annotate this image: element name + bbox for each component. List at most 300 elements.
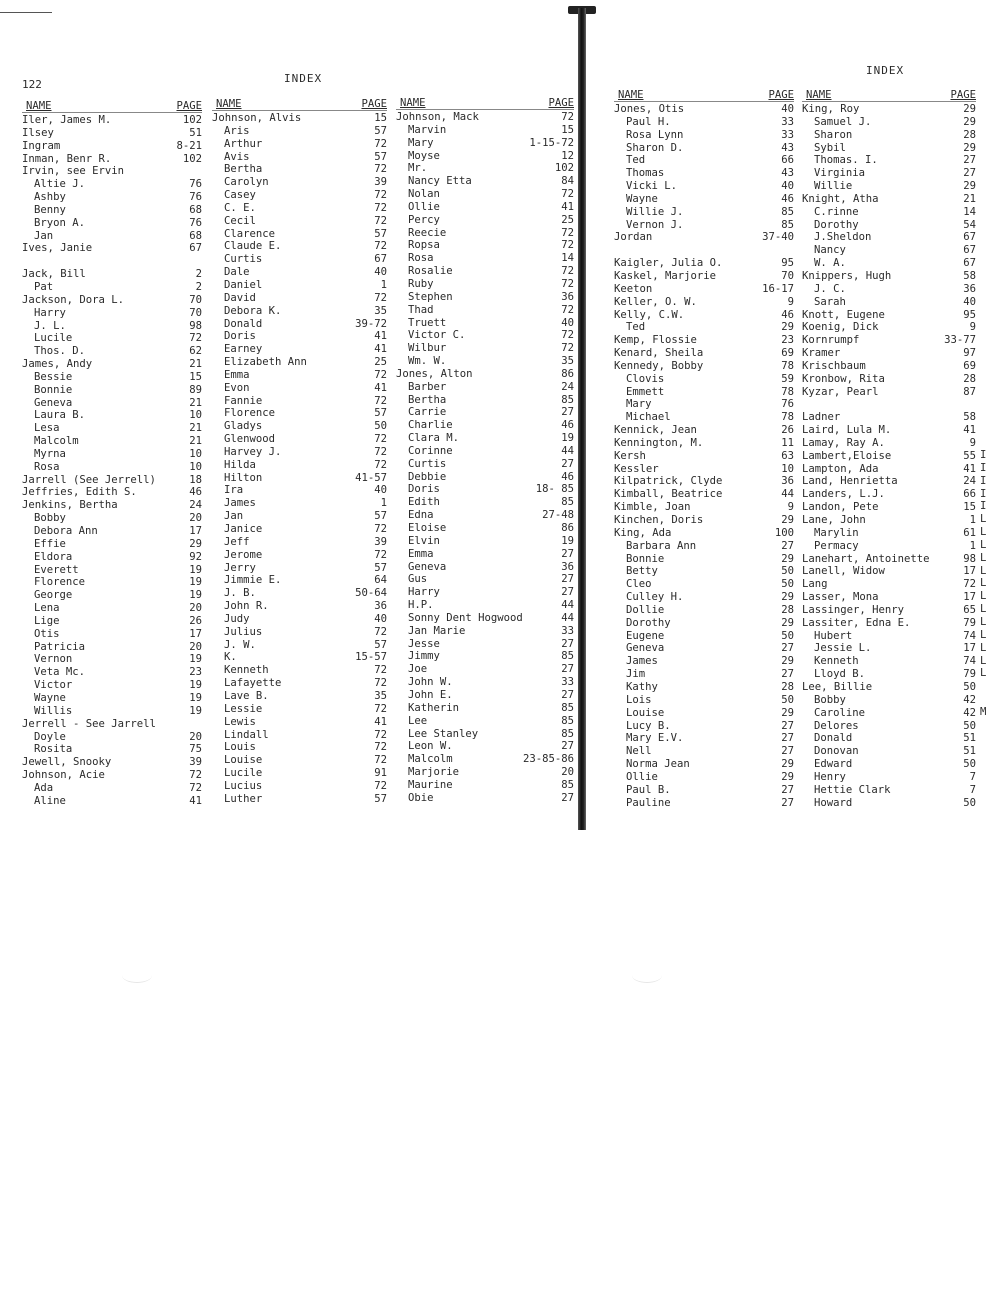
- index-entry: [802, 642, 976, 655]
- entry-name: Dorothy: [814, 218, 859, 231]
- entry-page: 17: [189, 627, 202, 640]
- entry-page: 102: [182, 114, 202, 126]
- index-entry: [614, 553, 794, 566]
- entry-name: Paul H.: [626, 115, 671, 128]
- entry-name: Louise: [224, 754, 263, 767]
- entry-page: 15: [963, 501, 976, 514]
- entry-page: 17: [963, 591, 976, 604]
- entry-name: Curtis: [224, 253, 263, 266]
- entry-name: Jan Marie: [408, 624, 466, 637]
- index-entry: [22, 371, 202, 384]
- entry-page: 76: [189, 216, 202, 229]
- index-entry: [22, 474, 202, 487]
- entry-page: 58: [963, 411, 976, 424]
- entry-name: Dorothy: [626, 616, 671, 629]
- cut-off-letter: L: [980, 564, 987, 577]
- index-entry: [396, 265, 574, 278]
- entry-page: 74: [963, 629, 976, 642]
- entry-page: 57: [374, 124, 387, 137]
- entry-page: 27: [963, 154, 976, 167]
- entry-name: Geneva: [34, 396, 73, 409]
- entry-page: 20: [189, 512, 202, 525]
- entry-name: John W.: [408, 676, 453, 689]
- entry-name: Lindall: [224, 728, 269, 741]
- binding-spine: [578, 8, 586, 830]
- entry-page: 12: [561, 149, 574, 162]
- index-entry: [212, 305, 387, 318]
- entry-name: Laird, Lula M.: [802, 424, 892, 437]
- index-entry: [212, 433, 387, 446]
- entry-name: Lanehart, Antoinette: [802, 552, 930, 565]
- entry-name: Jan: [34, 229, 54, 242]
- entry-page: 29: [781, 770, 794, 783]
- index-entry: [802, 424, 976, 437]
- entry-page: 98: [963, 552, 976, 565]
- entry-page: 69: [781, 347, 794, 360]
- entry-page: 57: [374, 407, 387, 420]
- entry-page: 27: [781, 719, 794, 732]
- entry-page: 67: [963, 257, 976, 270]
- entry-name: Sharon: [814, 128, 853, 141]
- entry-page: 24: [189, 499, 202, 512]
- entry-page: 9: [969, 436, 976, 449]
- entry-name: Howard: [814, 796, 853, 809]
- entry-name: Hilton: [224, 471, 263, 484]
- entry-page: 76: [781, 398, 794, 411]
- index-entry: [802, 283, 976, 296]
- index-entry: [802, 668, 976, 681]
- entry-page: 40: [781, 180, 794, 193]
- index-entry: [212, 536, 387, 549]
- index-entry: [614, 296, 794, 309]
- index-entry: [802, 732, 976, 745]
- index-entry: [212, 626, 387, 639]
- index-entry: [614, 347, 794, 360]
- entry-page: 19: [189, 589, 202, 602]
- index-entry: [212, 318, 387, 331]
- index-entry: [22, 756, 202, 769]
- index-entry: [396, 779, 574, 792]
- entry-name: Keeton: [614, 282, 653, 295]
- entry-name: Jerome: [224, 548, 263, 561]
- entry-page: 97: [963, 347, 976, 360]
- entry-page: 27: [963, 167, 976, 180]
- entry-page: 39-72: [355, 317, 387, 330]
- index-entry: [22, 217, 202, 230]
- entry-page: 15: [561, 123, 574, 136]
- entry-page: 66: [781, 154, 794, 167]
- index-entry: [614, 257, 794, 270]
- entry-page: 68: [189, 229, 202, 242]
- entry-page: 40: [374, 266, 387, 279]
- entry-name: Otis: [34, 627, 60, 640]
- entry-page: 62: [189, 345, 202, 358]
- entry-page: 29: [781, 616, 794, 629]
- entry-name: Kimble, Joan: [614, 501, 691, 514]
- entry-name: Harry: [408, 586, 440, 599]
- entry-page: 72: [374, 137, 387, 150]
- index-entry: [802, 475, 976, 488]
- entry-name: Debora Ann: [34, 525, 98, 537]
- index-entry: [396, 304, 574, 317]
- entry-name: Wayne: [34, 691, 66, 704]
- index-entry: [396, 291, 574, 304]
- entry-name: Bobby: [814, 693, 846, 706]
- entry-page: 50: [963, 796, 976, 809]
- entry-name: Laura B.: [34, 409, 86, 422]
- entry-name: Evon: [224, 381, 250, 394]
- index-entry: [614, 142, 794, 155]
- index-entry: [802, 655, 976, 668]
- entry-page: 50: [781, 629, 794, 642]
- entry-name: Delores: [814, 719, 859, 732]
- entry-page: 72: [561, 226, 574, 239]
- entry-name: Lee: [408, 714, 428, 727]
- cut-off-letter: I: [980, 487, 987, 500]
- entry-name: Glenwood: [224, 433, 276, 446]
- entry-page: 85: [561, 650, 574, 663]
- entry-name: Nancy Etta: [408, 175, 472, 188]
- entry-name: Gus: [408, 573, 428, 586]
- index-entry: [212, 446, 387, 459]
- entry-page: 19: [189, 679, 202, 692]
- index-entry: [396, 227, 574, 240]
- entry-page: 1-15-72: [529, 136, 574, 149]
- entry-page: 28: [781, 680, 794, 693]
- entry-name: Lige: [34, 614, 60, 627]
- index-entry: [212, 754, 387, 767]
- name-header: NAME: [216, 98, 242, 110]
- entry-page: 33: [781, 115, 794, 128]
- entry-page: 36: [561, 290, 574, 303]
- index-entry: [614, 463, 794, 476]
- index-entry: [212, 651, 387, 664]
- entry-name: Harry: [34, 306, 66, 319]
- entry-name: Elvin: [408, 534, 440, 547]
- index-entry: [22, 551, 202, 564]
- entry-name: Mary: [408, 136, 434, 149]
- entry-name: J. L.: [34, 319, 66, 332]
- index-entry: [212, 240, 387, 253]
- entry-name: Kennington, M.: [614, 436, 704, 449]
- index-entry: [614, 283, 794, 296]
- entry-name: Iler, James M.: [22, 114, 112, 126]
- index-entry: [802, 296, 976, 309]
- cut-off-letter: L: [980, 603, 987, 616]
- index-entry: [212, 420, 387, 433]
- index-entry: [22, 281, 202, 294]
- index-entry: [22, 615, 202, 628]
- index-entry: [802, 386, 976, 399]
- entry-page: 20: [189, 730, 202, 743]
- entry-name: James, Andy: [22, 358, 93, 371]
- entry-name: Percy: [408, 213, 440, 226]
- entry-name: Everett: [34, 563, 79, 576]
- index-entry: [396, 766, 574, 779]
- entry-name: Thomas. I.: [814, 154, 878, 167]
- entry-name: Ollie: [626, 770, 658, 783]
- cut-off-letter: L: [980, 641, 987, 654]
- entry-page: 27: [561, 586, 574, 599]
- entry-page: 35: [374, 689, 387, 702]
- entry-page: 55: [963, 449, 976, 462]
- entry-page: 27: [561, 573, 574, 586]
- entry-page: 29: [781, 591, 794, 604]
- index-entry: [614, 540, 794, 553]
- index-entry: [212, 292, 387, 305]
- index-entry: [396, 689, 574, 702]
- index-entry: [802, 758, 976, 771]
- entry-page: 29: [781, 758, 794, 771]
- entry-page: 51: [189, 126, 202, 139]
- entry-page: 57: [374, 510, 387, 523]
- entry-name: Corinne: [408, 444, 453, 457]
- entry-name: Knott, Eugene: [802, 308, 885, 321]
- entry-page: 26: [189, 614, 202, 627]
- entry-name: Truett: [408, 316, 447, 329]
- entry-name: K.: [224, 651, 237, 664]
- entry-name: Kenard, Sheila: [614, 347, 704, 360]
- entry-name: Lucile: [34, 332, 73, 345]
- entry-page: 41: [374, 343, 387, 356]
- entry-page: 27: [561, 688, 574, 701]
- entry-page: 2: [195, 268, 202, 281]
- entry-page: 61: [963, 526, 976, 539]
- index-entry: [22, 268, 202, 281]
- entry-page: 39: [374, 535, 387, 548]
- entry-name: Norma Jean: [626, 758, 690, 771]
- entry-name: Keller, O. W.: [614, 295, 697, 308]
- page-header: PAGE: [361, 98, 387, 110]
- entry-page: 72: [374, 189, 387, 202]
- entry-page: 78: [781, 385, 794, 398]
- index-entry: [22, 384, 202, 397]
- entry-name: Johnson, Mack: [396, 111, 479, 123]
- entry-name: Edward: [814, 758, 853, 771]
- entry-name: Barbara Ann: [626, 539, 697, 552]
- index-entry: [22, 576, 202, 589]
- index-entry: [614, 797, 794, 810]
- entry-name: Malcolm: [408, 753, 453, 766]
- entry-name: Kelly, C.W.: [614, 308, 685, 321]
- index-entry: [614, 270, 794, 283]
- entry-name: Wm. W.: [408, 355, 447, 368]
- entry-page: 29: [781, 552, 794, 565]
- entry-page: 43: [781, 167, 794, 180]
- entry-name: Reecie: [408, 226, 447, 239]
- index-entry: [212, 407, 387, 420]
- entry-page: 36: [561, 560, 574, 573]
- index-entry: [212, 690, 387, 703]
- entry-page: 33: [561, 676, 574, 689]
- entry-page: 51: [963, 745, 976, 758]
- index-entry: [396, 458, 574, 471]
- cut-off-letter: L: [980, 513, 987, 526]
- entry-page: 72: [374, 754, 387, 767]
- entry-name: Henry: [814, 770, 846, 783]
- index-entry: [396, 175, 574, 188]
- entry-page: 72: [374, 523, 387, 535]
- entry-name: Vicki L.: [626, 180, 678, 193]
- entry-page: 35: [561, 355, 574, 368]
- entry-page: 21: [189, 435, 202, 448]
- entry-name: Betty: [626, 565, 658, 578]
- entry-page: 72: [561, 329, 574, 342]
- entry-page: 39: [189, 756, 202, 769]
- entry-name: Doris: [224, 330, 256, 343]
- entry-page: 29: [963, 103, 976, 115]
- entry-name: Michael: [626, 411, 671, 424]
- index-entry: [22, 320, 202, 333]
- index-entry: [22, 718, 202, 731]
- entry-name: Caroline: [814, 706, 866, 719]
- entry-page: 50: [781, 693, 794, 706]
- entry-page: 27: [781, 783, 794, 796]
- entry-page: 57: [374, 792, 387, 805]
- entry-page: 57: [374, 561, 387, 574]
- entry-name: H.P.: [408, 599, 434, 612]
- index-entry: [22, 255, 202, 268]
- index-entry: [614, 604, 794, 617]
- index-entry: [802, 180, 976, 193]
- index-entry: [22, 114, 202, 127]
- entry-page: 27: [561, 547, 574, 560]
- entry-page: 8-21: [176, 139, 202, 152]
- entry-name: Lewis: [224, 715, 256, 728]
- index-entry: [614, 360, 794, 373]
- index-entry: [22, 499, 202, 512]
- entry-name: Donovan: [814, 745, 859, 758]
- index-entry: [212, 780, 387, 793]
- entry-name: Katherin: [408, 701, 460, 714]
- entry-page: 72: [374, 445, 387, 458]
- index-entry: [614, 501, 794, 514]
- entry-page: 27-48: [542, 509, 574, 522]
- index-entry: [802, 450, 976, 463]
- index-entry: [614, 450, 794, 463]
- entry-page: 85: [781, 218, 794, 231]
- entry-page: 72: [374, 625, 387, 638]
- entry-page: 46: [561, 419, 574, 432]
- index-entry: [212, 549, 387, 562]
- entry-page: 25: [374, 356, 387, 369]
- entry-name: Vernon: [34, 653, 73, 666]
- entry-name: Thomas: [626, 167, 665, 180]
- index-entry: [614, 411, 794, 424]
- index-entry: [212, 138, 387, 151]
- entry-name: Willis: [34, 704, 73, 717]
- entry-page: 33-77: [944, 334, 976, 347]
- cut-off-letter: L: [980, 590, 987, 603]
- entry-name: Claude E.: [224, 240, 282, 253]
- index-entry: [396, 522, 574, 535]
- entry-name: Luther: [224, 792, 263, 805]
- index-entry: [396, 471, 574, 484]
- entry-name: Florence: [34, 576, 86, 589]
- entry-page: 27: [561, 457, 574, 470]
- entry-page: 72: [189, 781, 202, 794]
- index-entry: [22, 795, 202, 808]
- index-entry: [802, 553, 976, 566]
- index-entry: [212, 459, 387, 472]
- index-entry: [212, 793, 387, 806]
- entry-name: Kimball, Beatrice: [614, 488, 723, 501]
- index-entry: [212, 767, 387, 780]
- index-entry: [802, 398, 976, 411]
- entry-name: Lambert,Eloise: [802, 449, 892, 462]
- index-entry: [614, 784, 794, 797]
- entry-name: Inman, Benr R.: [22, 152, 112, 165]
- index-entry: [802, 347, 976, 360]
- index-entry: [22, 294, 202, 307]
- index-entry: [802, 244, 976, 257]
- entry-name: Lucile: [224, 767, 263, 780]
- index-entry: [22, 653, 202, 666]
- index-entry: [22, 397, 202, 410]
- entry-page: 70: [189, 293, 202, 306]
- entry-name: Virginia: [814, 167, 866, 180]
- entry-page: 72: [561, 111, 574, 123]
- entry-page: 43: [781, 141, 794, 154]
- page-number: 122: [22, 78, 42, 91]
- entry-page: 14: [561, 252, 574, 265]
- index-entry: [212, 562, 387, 575]
- entry-name: Nell: [626, 745, 652, 758]
- entry-name: Lessie: [224, 702, 263, 715]
- entry-page: 16-17: [762, 282, 794, 295]
- index-entry: [212, 639, 387, 652]
- page-header: PAGE: [768, 89, 794, 101]
- entry-name: Donald: [224, 317, 263, 330]
- entry-name: Krischbaum: [802, 359, 866, 372]
- entry-name: W. A.: [814, 257, 846, 270]
- entry-name: Carolyn: [224, 176, 269, 189]
- entry-page: 15: [374, 112, 387, 124]
- index-entry: [614, 219, 794, 232]
- entry-page: 72: [374, 240, 387, 253]
- index-entry: [212, 600, 387, 613]
- index-entry: [802, 193, 976, 206]
- entry-name: Daniel: [224, 278, 263, 291]
- index-entry: [396, 612, 574, 625]
- index-entry: [614, 694, 794, 707]
- entry-name: Ruby: [408, 277, 434, 290]
- index-entry: [396, 586, 574, 599]
- entry-name: Joe: [408, 663, 428, 676]
- index-entry: [22, 358, 202, 371]
- entry-page: 39: [374, 176, 387, 189]
- entry-page: 50: [781, 565, 794, 578]
- index-entry: [22, 140, 202, 153]
- index-entry: [22, 448, 202, 461]
- entry-page: 70: [189, 306, 202, 319]
- entry-page: 23-85-86: [522, 753, 574, 766]
- entry-name: Dale: [224, 266, 250, 279]
- entry-name: King, Ada: [614, 526, 672, 539]
- entry-name: Lucy B.: [626, 719, 671, 732]
- index-entry: [802, 142, 976, 155]
- entry-page: 37-40: [762, 231, 794, 244]
- entry-name: Emmett: [626, 385, 665, 398]
- entry-page: 41: [189, 794, 202, 807]
- entry-page: 29: [963, 180, 976, 193]
- index-entry: [802, 707, 976, 720]
- entry-page: 72: [374, 368, 387, 381]
- entry-page: 10: [781, 462, 794, 475]
- entry-page: 50: [963, 758, 976, 771]
- index-entry: [614, 668, 794, 681]
- entry-page: 76: [189, 178, 202, 191]
